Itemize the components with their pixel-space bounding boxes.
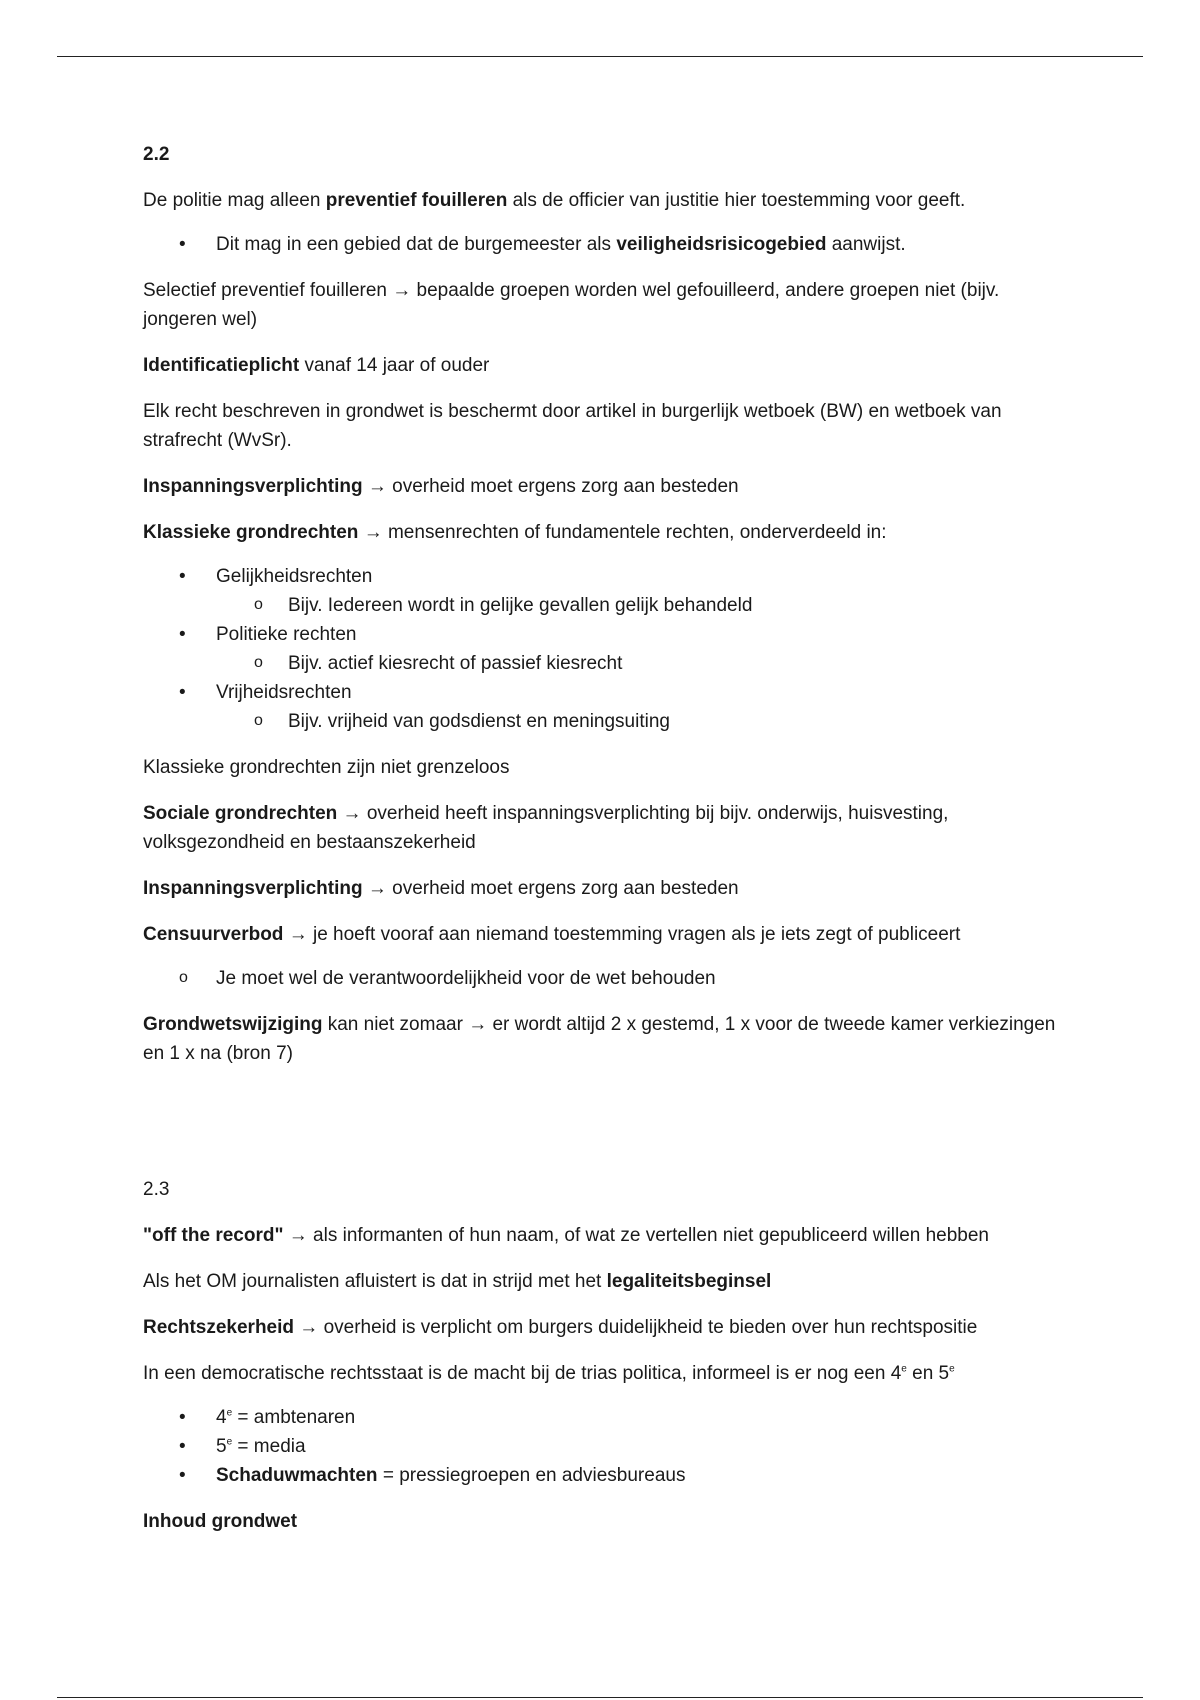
list-item: • Gelijkheidsrechten — [143, 562, 1063, 591]
bullet-list — [143, 1403, 1063, 1490]
subheading: Inhoud grondwet — [143, 1511, 298, 1532]
paragraph: Sociale grondrechten → overheid heeft inspanningsverplichting bij bijv. onderwijs, huisvesting, volksgezondheid en bestaanszekerheid — [143, 803, 949, 853]
list-item: • Politieke rechten — [143, 620, 1063, 649]
list-item: • $5^e$ = media — [143, 1432, 1063, 1461]
paragraph: In een democratische rechtsstaat is de macht bij de trias politica, informeel is er nog een 4e en 5e — [143, 1363, 955, 1384]
bullet-list — [143, 230, 1063, 259]
paragraph: Identificatieplicht vanaf 14 jaar of ouder — [143, 355, 490, 376]
list-item: • Schaduwmachten = pressiegroepen en adviesbureaus — [143, 1461, 1063, 1490]
paragraph: Grondwetswijziging kan niet zomaar → er wordt altijd 2 x gestemd, 1 x voor de tweede kamer verkiezingen en 1 x na (bron 7) — [143, 1014, 1056, 1064]
list-item: • $4^e$ = ambtenaren — [143, 1403, 1063, 1432]
paragraph: Klassieke grondrechten → mensenrechten of fundamentele rechten, onderverdeeld in: — [143, 522, 887, 543]
paragraph: Censuurverbod → je hoeft vooraf aan niemand toestemming vragen als je iets zegt of publiceert — [143, 924, 961, 945]
list-item: • Dit mag in een gebied dat de burgemeester als veiligheidsrisicogebied aanwijst. — [143, 230, 1063, 259]
spacer — [143, 1085, 1063, 1175]
paragraph: De politie mag alleen preventief fouilleren als de officier van justitie hier toestemming voor geeft. — [143, 190, 966, 211]
document-body — [143, 140, 1063, 1553]
sub-list-item: o Bijv. actief kiesrecht of passief kiesrecht — [143, 649, 1063, 678]
footer-rule — [57, 1697, 1143, 1698]
paragraph: Rechtszekerheid → overheid is verplicht om burgers duidelijkheid te bieden over hun rechtspositie — [143, 1317, 978, 1338]
list-item: • Vrijheidsrechten — [143, 678, 1063, 707]
paragraph: "off the record" → als informanten of hun naam, of wat ze vertellen niet gepubliceerd willen hebben — [143, 1225, 990, 1246]
paragraph: Inspanningsverplichting → overheid moet ergens zorg aan besteden — [143, 878, 739, 899]
paragraph: Als het OM journalisten afluistert is dat in strijd met het legaliteitsbeginsel — [143, 1271, 772, 1292]
paragraph: Klassieke grondrechten zijn niet grenzeloos — [143, 757, 510, 778]
sub-list-item: o Bijv. vrijheid van godsdienst en meningsuiting — [143, 707, 1063, 736]
section-heading-2-3: 2.3 — [143, 1179, 170, 1200]
bullet-list — [143, 562, 1063, 736]
paragraph: Elk recht beschreven in grondwet is beschermt door artikel in burgerlijk wetboek (BW) en wetboek van strafrecht (WvSr). — [143, 401, 1002, 451]
paragraph: Inspanningsverplichting → overheid moet ergens zorg aan besteden — [143, 476, 739, 497]
list-item: o Je moet wel de verantwoordelijkheid voor de wet behouden — [143, 964, 1063, 993]
sub-list-item: o Bijv. Iedereen wordt in gelijke gevallen gelijk behandeld — [143, 591, 1063, 620]
circle-list — [143, 964, 1063, 993]
paragraph: Selectief preventief fouilleren → bepaalde groepen worden wel gefouilleerd, andere groepen niet (bijv. jongeren wel) — [143, 280, 1000, 330]
section-heading-2-2: 2.2 — [143, 144, 170, 165]
header-rule — [57, 56, 1143, 57]
